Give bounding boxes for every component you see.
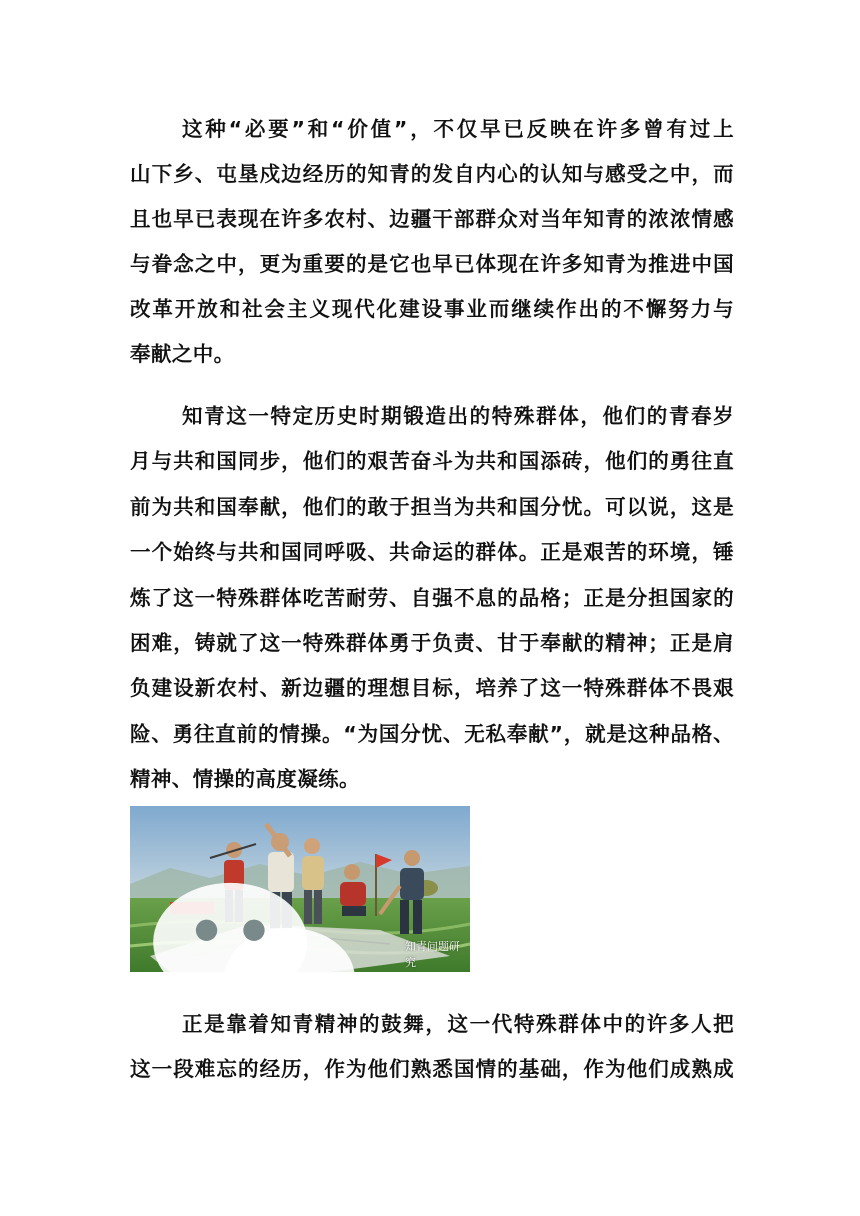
paragraph-1-line-5: 改革开放和社会主义现代化建设事业而继续作出的不懈努力与 bbox=[130, 297, 734, 321]
paragraph-2-line-8: 险、勇往直前的情操。“为国分忧、无私奉献”，就是这种品格、 bbox=[130, 722, 734, 746]
paragraph-1-line-4: 与眷念之中，更为重要的是它也早已体现在许多知青为推进中国 bbox=[130, 252, 734, 276]
paragraph-2-line-9: 精神、情操的高度凝练。 bbox=[130, 767, 360, 791]
paragraph-2-line-7: 负建设新农村、新边疆的理想目标，培养了这一特殊群体不畏艰 bbox=[130, 676, 734, 700]
wechat-icon bbox=[130, 871, 401, 972]
paragraph-1-line-6: 奉献之中。 bbox=[130, 342, 235, 366]
paragraph-2-line-3: 前为共和国奉献，他们的敢于担当为共和国分忧。可以说，这是 bbox=[130, 495, 734, 519]
paragraph-2-line-4: 一个始终与共和国同呼吸、共命运的群体。正是艰苦的环境，锤 bbox=[130, 540, 734, 564]
watermark bbox=[130, 940, 462, 969]
watermark-text: 知青问题研究 bbox=[404, 940, 460, 969]
paragraph-1-line-2: 山下乡、屯垦戍边经历的知青的发自内心的认知与感受之中，而 bbox=[130, 162, 734, 186]
paragraph-3-line-2: 这一段难忘的经历，作为他们熟悉国情的基础，作为他们成熟成 bbox=[130, 1057, 734, 1081]
paragraph-3-line-1: 正是靠着知青精神的鼓舞，这一代特殊群体中的许多人把 bbox=[182, 1012, 734, 1036]
illustration-figure bbox=[130, 806, 470, 972]
paragraph-2-line-6: 困难，铸就了这一特殊群体勇于负责、甘于奉献的精神；正是肩 bbox=[130, 631, 734, 655]
paragraph-2-line-5: 炼了这一特殊群体吃苦耐劳、自强不息的品格；正是分担国家的 bbox=[130, 586, 734, 610]
paragraph-1-line-3: 且也早已表现在许多农村、边疆干部群众对当年知青的浓浓情感 bbox=[130, 207, 734, 231]
paragraph-1-line-1: 这种“必要”和“价值”，不仅早已反映在许多曾有过上 bbox=[182, 117, 734, 141]
paragraph-2-line-1: 知青这一特定历史时期锻造出的特殊群体，他们的青春岁 bbox=[182, 404, 734, 428]
paragraph-2-line-2: 月与共和国同步，他们的艰苦奋斗为共和国添砖，他们的勇往直 bbox=[130, 449, 734, 473]
